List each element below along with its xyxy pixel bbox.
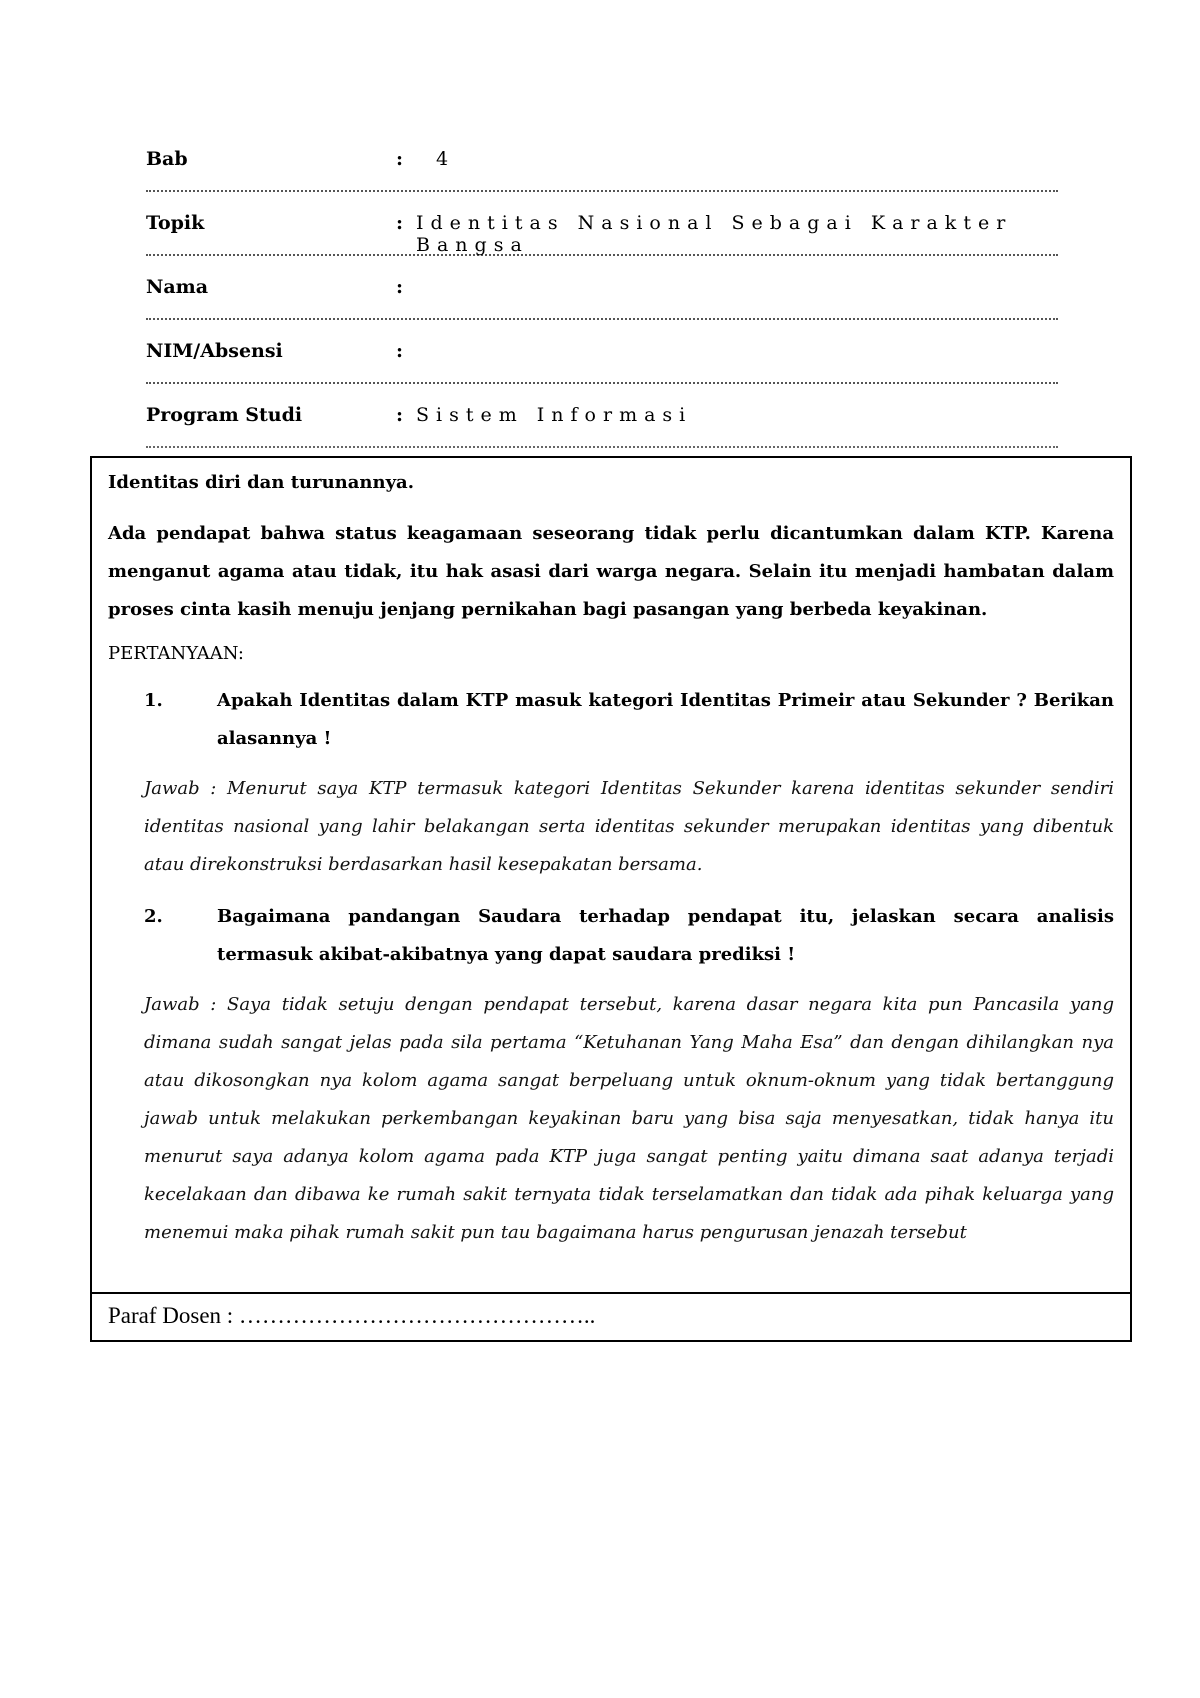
question-2 <box>108 898 1114 974</box>
row-bab <box>146 140 1058 176</box>
value-topik: Identitas Nasional Sebagai Karakter Bangsa <box>416 212 1013 256</box>
lecturer-signature: Paraf Dosen : ……………………………………….. <box>92 1292 1130 1340</box>
row-prodi <box>146 396 1058 432</box>
intro-paragraph: Ada pendapat bahwa status keagamaan seseorang tidak perlu dicantumkan dalam KTP. Karena menganut agama atau tidak, itu hak asasi dari warga negara. Selain itu menjadi hambatan dalam proses cinta kasih menuju jenjang pernikahan bagi pasangan yang berbeda keyakinan. <box>108 523 1114 620</box>
colon: : <box>396 212 404 234</box>
label-nama: Nama <box>146 276 209 298</box>
row-nama <box>146 268 1058 304</box>
question-text: Apakah Identitas dalam KTP masuk kategori Identitas Primeir atau Sekunder ? Berikan alasannya ! <box>217 690 1114 749</box>
question-number: 2. <box>144 906 163 927</box>
colon: : <box>396 276 404 298</box>
box-title: Identitas diri dan turunannya. <box>108 472 414 493</box>
row-nim <box>146 332 1058 368</box>
question-number: 1. <box>144 690 163 711</box>
value-bab: 4 <box>436 148 449 170</box>
dotted-separator <box>146 304 1058 320</box>
label-nim: NIM/Absensi <box>146 340 283 362</box>
label-prodi: Program Studi <box>146 404 303 426</box>
dotted-separator <box>146 176 1058 192</box>
colon: : <box>396 148 404 170</box>
question-text: Bagaimana pandangan Saudara terhadap pendapat itu, jelaskan secara analisis termasuk akibat-akibatnya yang dapat saudara prediksi ! <box>217 906 1114 965</box>
row-topik <box>146 204 1058 256</box>
value-prodi: Sistem Informasi <box>416 404 693 426</box>
colon: : <box>396 340 404 362</box>
label-bab: Bab <box>146 148 188 170</box>
header-form <box>146 140 1058 460</box>
answer-2: Jawab : Saya tidak setuju dengan pendapat tersebut, karena dasar negara kita pun Pancasila yang dimana sudah sangat jelas pada sila pertama “Ketuhanan Yang Maha Esa” dan dengan dihilangkan nya atau dikosongkan nya kolom agama sangat berpeluang untuk oknum-oknum yang tidak bertanggung jawab untuk melakukan perkembangan keyakinan baru yang bisa saja menyesatkan, tidak hanya itu menurut saya adanya kolom agama pada KTP juga sangat penting yaitu dimana saat adanya terjadi kecelakaan dan dibawa ke rumah sakit ternyata tidak terselamatkan dan tidak ada pihak keluarga yang menemui maka pihak rumah sakit pun tau bagaimana harus pengurusan jenazah tersebut <box>144 994 1114 1243</box>
questions-heading: PERTANYAAN: <box>108 643 244 664</box>
answer-1: Jawab : Menurut saya KTP termasuk kategori Identitas Sekunder karena identitas sekunder sendiri identitas nasional yang lahir belakangan serta identitas sekunder merupakan identitas yang dibentuk atau direkonstruksi berdasarkan hasil kesepakatan bersama. <box>144 778 1114 875</box>
question-box <box>90 456 1132 1342</box>
dotted-separator <box>146 368 1058 384</box>
question-1 <box>108 682 1114 758</box>
dotted-separator <box>146 432 1058 448</box>
label-topik: Topik <box>146 212 205 234</box>
colon: : <box>396 404 404 426</box>
